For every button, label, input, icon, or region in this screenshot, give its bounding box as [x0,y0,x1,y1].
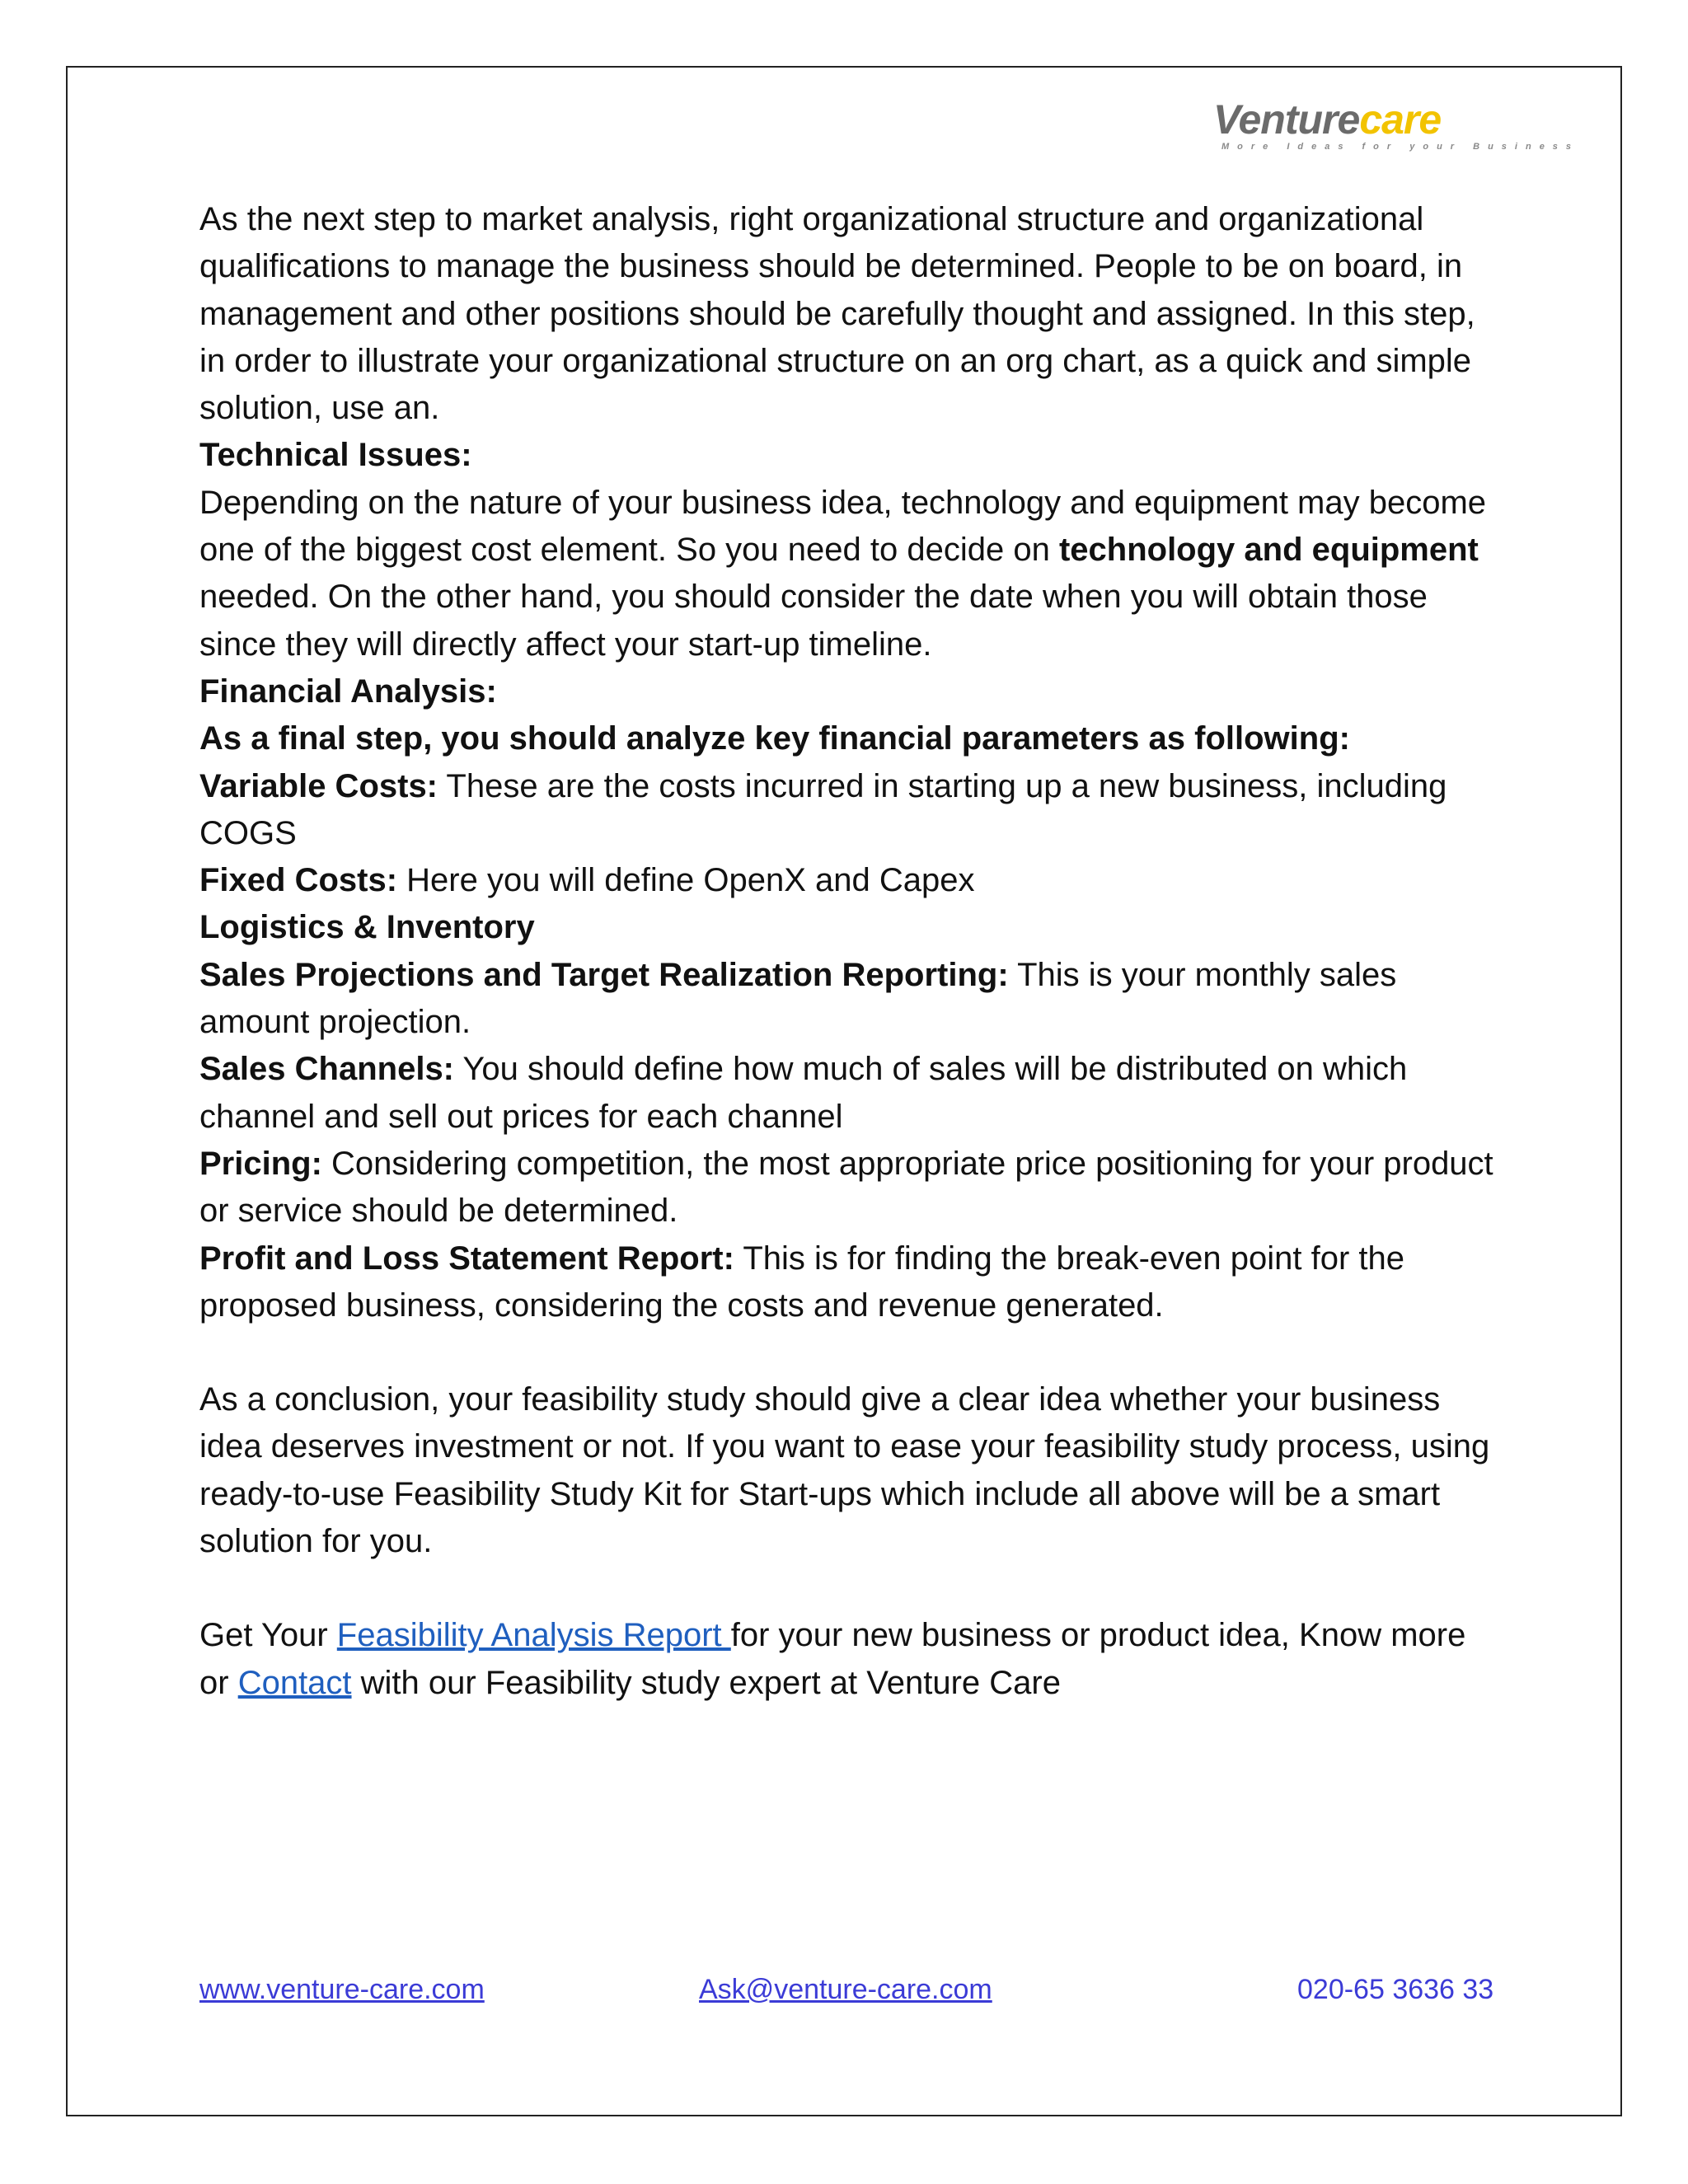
conclusion-paragraph: As a conclusion, your feasibility study should give a clear idea whether your business idea deserves investment or not. If you want to ease your feasibility study process, using ready-to-use Feasibility Study Kit for Start-ups which include all above will be a smart solution for you. [199,1381,1490,1560]
technical-bold-text: technology and equipment [1058,532,1479,569]
financial-analysis-heading [199,668,1502,715]
sales-channels-label: Sales Channels: [199,1051,455,1088]
sales-channels-item [199,1046,1502,1141]
footer-phone: 020-65 3636 33 [1297,1974,1494,2005]
sales-projections-label: Sales Projections and Target Realization Reporting: [199,956,1009,993]
profit-loss-item [199,1235,1502,1330]
call-to-action-paragraph [199,1612,1502,1707]
variable-costs-item [199,763,1502,858]
venturecare-logo [1213,96,1580,157]
fixed-costs-label: Fixed Costs: [199,862,398,899]
pricing-text: Considering competition, the most appropriate price positioning for your product or service should be determined. [199,1145,1493,1230]
pricing-label: Pricing: [199,1145,322,1182]
org-structure-paragraph: As the next step to market analysis, right organizational structure and organizational qualifications to manage the business should be determined. People to be on board, in management and other positions should be carefully thought and assigned. In this step, in order to illustrate your organizational structure on an org chart, as a quick and simple solution, use an. [199,201,1475,427]
paragraph-spacer [199,1565,1502,1612]
logistics-label: Logistics & Inventory [199,909,535,946]
cta-text-start: Get Your [199,1617,337,1654]
pricing-item [199,1141,1502,1235]
logistics-item [199,904,1502,951]
cta-text-end: with our Feasibility study expert at Venture Care [351,1664,1061,1701]
financial-intro [199,715,1502,762]
technical-issues-heading [199,432,1502,479]
paragraph-spacer [199,1329,1502,1376]
page-footer [0,1974,1688,2015]
logo-wordmark [1213,97,1461,142]
financial-intro-text: As a final step, you should analyze key financial parameters as following: [199,720,1350,757]
sales-channels-text: You should define how much of sales will be distributed on which channel and sell out prices for each channel [199,1051,1408,1135]
technical-text-end: needed. On the other hand, you should consider the date when you will obtain those since they will directly affect your start-up timeline. [199,579,1428,663]
fixed-costs-text: Here you will define OpenX and Capex [397,862,975,899]
financial-analysis-label: Financial Analysis: [199,673,497,710]
variable-costs-label: Variable Costs: [199,767,438,804]
logo-tagline: More Ideas for your Business [1221,142,1580,152]
logo-venture-text: Venture [1213,96,1360,143]
cta-text-middle: for your new business or product idea, Know more or [199,1617,1466,1701]
logo-care-text: care [1359,96,1442,143]
contact-link[interactable]: Contact [237,1664,352,1701]
fixed-costs-item [199,857,1502,904]
technical-text-start: Depending on the nature of your business idea, technology and equipment may become one of the biggest cost element. So you need to decide on [199,484,1487,569]
footer-email-link[interactable]: Ask@venture-care.com [699,1974,992,2005]
document-body [199,196,1502,1707]
technical-issues-paragraph [199,480,1502,668]
profit-loss-text: This is for finding the break-even point for the proposed business, considering the costs and revenue generated. [199,1240,1404,1324]
variable-costs-text: These are the costs incurred in starting up a new business, including COGS [199,767,1447,851]
feasibility-report-link[interactable]: Feasibility Analysis Report [336,1617,731,1654]
technical-issues-label: Technical Issues: [199,437,472,474]
sales-projections-item [199,952,1502,1047]
profit-loss-label: Profit and Loss Statement Report: [199,1240,734,1277]
footer-website-link[interactable]: www.venture-care.com [199,1974,485,2005]
sales-projections-text: This is your monthly sales amount projection. [199,956,1397,1041]
